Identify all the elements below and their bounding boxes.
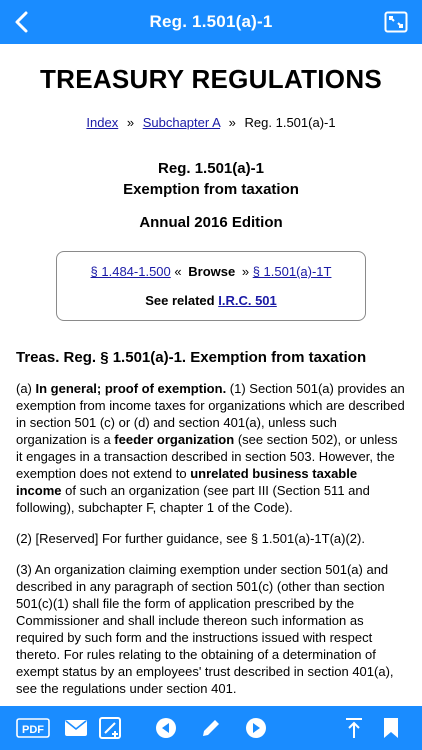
para-text: (see section 502), or unless it engages in a transaction described in section 503. However, the exemption does not extend to [16, 432, 398, 481]
scroll-to-top-button[interactable] [342, 716, 366, 740]
previous-marker: « [174, 264, 182, 279]
regulation-number: Reg. 1.501(a)-1 [158, 160, 264, 177]
breadcrumb-separator: » [228, 115, 236, 130]
arrow-up-to-top-icon [344, 717, 364, 739]
previous-circle-icon [155, 717, 177, 739]
para-bold: unrelated business taxable income [16, 466, 358, 498]
pencil-icon [200, 717, 222, 739]
regulation-heading [0, 158, 422, 200]
pdf-label: PDF [22, 724, 44, 736]
top-nav-bar [0, 0, 422, 44]
envelope-icon [65, 720, 87, 736]
breadcrumb-separator: » [126, 115, 135, 130]
breadcrumb [0, 115, 422, 130]
related-prefix: See related [145, 293, 215, 308]
section-title: Treas. Reg. § 1.501(a)-1. Exemption from taxation [16, 349, 367, 366]
edition-label: Annual 2016 Edition [139, 214, 283, 231]
paragraph-a3: (3) An organization claiming exemption under section 501(a) and described in any paragraph of section 501(c) (other than section 501(c)(1) shall file the form of application prescribed by the Commissioner and shall include thereon such information as required by such form and the instructions issued with respect thereto. For rules relating to the obtaining of a determination of exempt status by an employees' trust described in section 401(a), see the regulations under section 401. [16, 562, 394, 696]
breadcrumb-current: Reg. 1.501(a)-1 [244, 115, 336, 130]
para-bold: feeder organization [114, 432, 235, 447]
paragraph-a2: (2) [Reserved] For further guidance, see § 1.501(a)-1T(a)(2). [16, 531, 365, 546]
chevron-left-icon [14, 10, 30, 34]
document-title: TREASURY REGULATIONS [39, 64, 383, 94]
fullscreen-button[interactable] [384, 11, 408, 33]
browse-box [56, 251, 366, 321]
next-circle-icon [245, 717, 267, 739]
breadcrumb-index-link[interactable]: Index [86, 115, 119, 130]
related-line [57, 293, 365, 308]
para-text: (a) [16, 381, 36, 396]
related-irc-link[interactable]: I.R.C. 501 [218, 293, 277, 308]
pdf-button[interactable] [16, 716, 50, 740]
bookmark-button[interactable] [380, 716, 402, 740]
para-bold: In general; proof of exemption. [35, 381, 227, 396]
add-note-button[interactable] [98, 716, 122, 740]
next-button[interactable] [244, 716, 268, 740]
bookmark-icon [383, 717, 399, 739]
email-button[interactable] [64, 716, 88, 740]
regulation-subject: Exemption from taxation [123, 181, 299, 198]
next-marker: » [241, 264, 250, 279]
document-content[interactable] [0, 44, 422, 706]
previous-section-link[interactable]: § 1.484-1.500 [90, 264, 171, 279]
previous-button[interactable] [154, 716, 178, 740]
browse-label: Browse [188, 264, 236, 279]
back-button[interactable] [8, 8, 36, 36]
annotate-button[interactable] [199, 716, 223, 740]
para-text: (1) Section 501(a) provides an exemption from income taxes for organizations which are described in section 501 (c) or (d) and section 401(a), unless such organization is a [16, 381, 405, 447]
browse-line [57, 264, 365, 279]
next-section-link[interactable]: § 1.501(a)-1T [252, 264, 332, 279]
breadcrumb-subchapter-link[interactable]: Subchapter A [142, 115, 221, 130]
para-text: of such an organization (see part III (Section 511 and following), subchapter F, chapter 1 of the Code). [16, 483, 370, 515]
paragraph-a1 [16, 380, 406, 516]
page-title: Reg. 1.501(a)-1 [149, 12, 273, 31]
bottom-toolbar [0, 706, 422, 750]
note-add-icon [99, 717, 121, 739]
pdf-icon [16, 717, 50, 739]
fullscreen-icon [384, 11, 408, 33]
